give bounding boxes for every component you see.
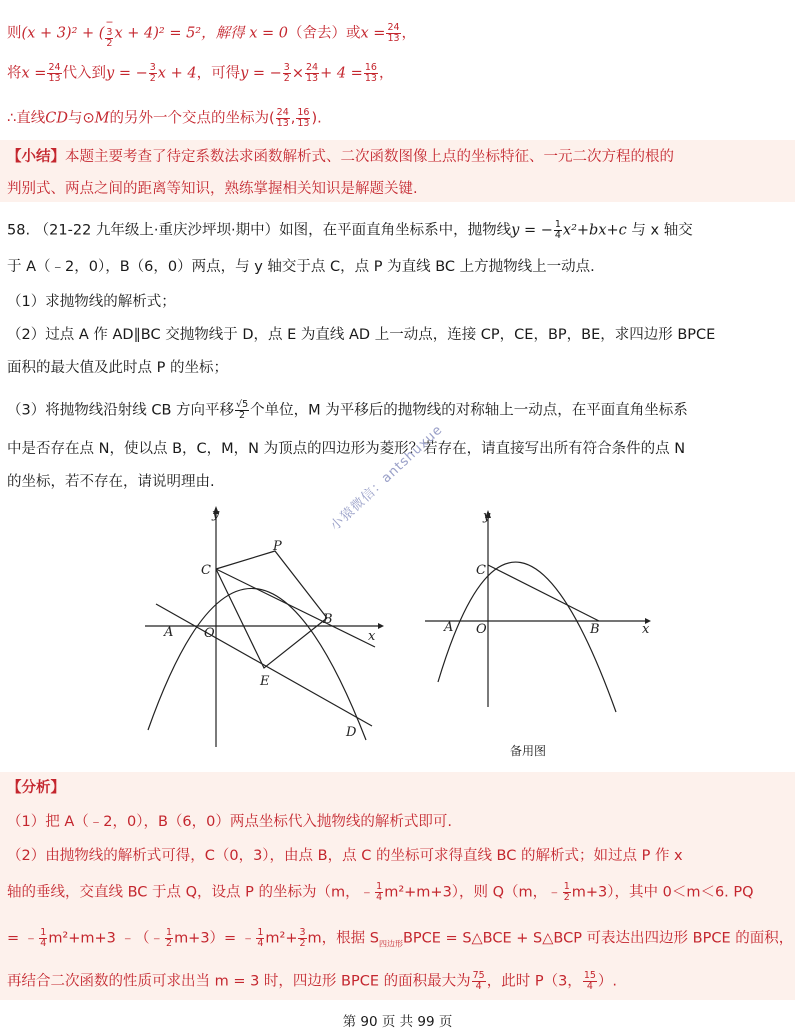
label-x: x (368, 629, 376, 644)
parabola (148, 588, 366, 740)
fraction: $\frac{15}{4}$ (583, 970, 596, 992)
problem-line-1: 58. （21-22 九年级上·重庆沙坪坝·期中）如图，在平面直角坐标系中，抛物线y = − $\frac{1}{4}$ x²+bx+c 与 x 轴交 (7, 219, 693, 241)
analysis-p2-line-3: = ﹣ $\frac{1}{4}$ m²+m+3 ﹣（﹣ $\frac{1}{2}$ m+3）= ﹣ $\frac{1}{4}$ m²+ $\frac{3}{2}$ m，根据 $S_{四边形}BPCE$ = S△BCE + S△BCP 可表达出四边形 BPCE 的面积， (7, 927, 794, 949)
question-2-line-1: （2）过点 A 作 AD∥BC 交抛物线于 D，点 E 为直线 AD 上一动点，连接 CP，CE，BP，BE，求四边形 BPCE (7, 327, 716, 343)
fraction: $\frac{√5}{2}$ (236, 399, 249, 421)
summary-line-1: 【小结】本题主要考查了待定系数法求函数解析式、二次函数图像上点的坐标特征、一元二次方程的根的 (7, 149, 674, 165)
fraction: $\frac{1}{4}$ (554, 219, 561, 241)
label-c: C (476, 563, 486, 578)
label-b: B (590, 622, 600, 637)
label-b: B (323, 612, 333, 627)
analysis-p1: （1）把 A（﹣2，0），B（6，0）两点坐标代入抛物线的解析式即可. (7, 814, 452, 830)
fraction: $\frac{16}{13}$ (364, 62, 377, 84)
fraction: $\frac{3}{2}$ (283, 62, 290, 84)
summary-tag: 【小结】 (7, 149, 65, 165)
segment-ceb (216, 569, 327, 668)
segment-cpb (216, 551, 327, 618)
analysis-p2-line-2: 轴的垂线，交直线 BC 于点 Q，设点 P 的坐标为（m，﹣ $\frac{1}{4}$ m²+m+3），则 Q（m，﹣ $\frac{1}{2}$ m+3），其中 0＜m＜6. PQ (7, 881, 754, 903)
page-footer: 第 90 页 共 99 页 (342, 1014, 453, 1030)
label-o: O (476, 622, 487, 637)
x-axis-arrow-icon (378, 623, 384, 629)
fraction: $\frac{24}{13}$ (276, 107, 289, 129)
label-e: E (260, 674, 270, 689)
label-a: A (164, 625, 174, 640)
fraction: $\frac{75}{4}$ (472, 970, 485, 992)
fraction: − 3 2 (105, 17, 114, 49)
fraction: $\frac{24}{13}$ (306, 62, 319, 84)
question-2-line-2: 面积的最大值及此时点 P 的坐标； (7, 360, 228, 376)
solution-line-1: 则(x + 3)² + (− 3 2 x + 4)² = 5²，解得 x = 0（舍去）或x = $\frac{24}{13}$ ， (7, 17, 417, 49)
line-ad (156, 604, 372, 726)
line-bc (216, 569, 375, 647)
question-3-line-1: （3）将抛物线沿射线 CB 方向平移 $\frac{√5}{2}$ 个单位，M 为平移后的抛物线的对称轴上一动点，在平面直角坐标系 (7, 399, 688, 421)
analysis-p2-line-1: （2）由抛物线的解析式可得，C（0，3），由点 B，点 C 的坐标可求得直线 BC 的解析式；如过点 P 作 x (7, 848, 683, 864)
label-x: x (642, 622, 650, 637)
label-d: D (346, 725, 357, 740)
label-p: P (273, 539, 282, 554)
question-3-line-3: 的坐标，若不存在，请说明理由. (7, 474, 215, 490)
fraction: $\frac{1}{4}$ (376, 881, 383, 903)
summary-line-2: 判别式、两点之间的距离等知识，熟练掌握相关知识是解题关键. (7, 181, 418, 197)
problem-line-2: 于 A（﹣2，0），B（6，0）两点，与 y 轴交于点 C，点 P 为直线 BC 上方抛物线上一动点. (7, 259, 595, 275)
analysis-p2-line-4: 再结合二次函数的性质可求出当 m = 3 时，四边形 BPCE 的面积最大为 $\frac{75}{4}$ ，此时 P（3， $\frac{15}{4}$ ）. (7, 970, 618, 992)
fraction: $\frac{24}{13}$ (387, 22, 400, 44)
fraction: $\frac{3}{2}$ (149, 62, 156, 84)
fraction: $\frac{1}{2}$ (563, 881, 570, 903)
question-1: （1）求抛物线的解析式； (7, 294, 176, 310)
fraction: $\frac{16}{13}$ (297, 107, 310, 129)
label-a: A (444, 620, 454, 635)
figure-caption: 备用图 (510, 744, 547, 758)
solution-line-2: 将x = $\frac{24}{13}$ 代入到y = − $\frac{3}{2}$ x + 4，可得y = − $\frac{3}{2}$ × $\frac{24}{13}$ + 4 = $\frac{16}{13}$ ， (7, 62, 394, 84)
line-bc (488, 565, 599, 621)
watermark: 小猿微信：antshuxue (327, 422, 446, 534)
solution-line-3: ∴直线CD与⊙M的另外一个交点的坐标为( $\frac{24}{13}$ , $\frac{16}{13}$ ). (7, 107, 322, 129)
label-o: O (204, 626, 215, 641)
figure-main (140, 502, 390, 752)
fraction: $\frac{3}{2}$ (299, 927, 306, 949)
label-y: y (212, 507, 220, 522)
question-3-line-2: 中是否存在点 N，使以点 B，C，M，N 为顶点的四边形为菱形？若存在，请直接写出所有符合条件的点 N (7, 441, 686, 457)
fraction: $\frac{1}{4}$ (40, 927, 47, 949)
fraction: $\frac{1}{4}$ (257, 927, 264, 949)
figure-backup (420, 502, 660, 722)
analysis-tag: 【分析】 (7, 780, 65, 796)
fraction: $\frac{24}{13}$ (48, 62, 61, 84)
label-y: y (483, 509, 491, 524)
fraction: $\frac{1}{2}$ (166, 927, 173, 949)
label-c: C (201, 563, 211, 578)
